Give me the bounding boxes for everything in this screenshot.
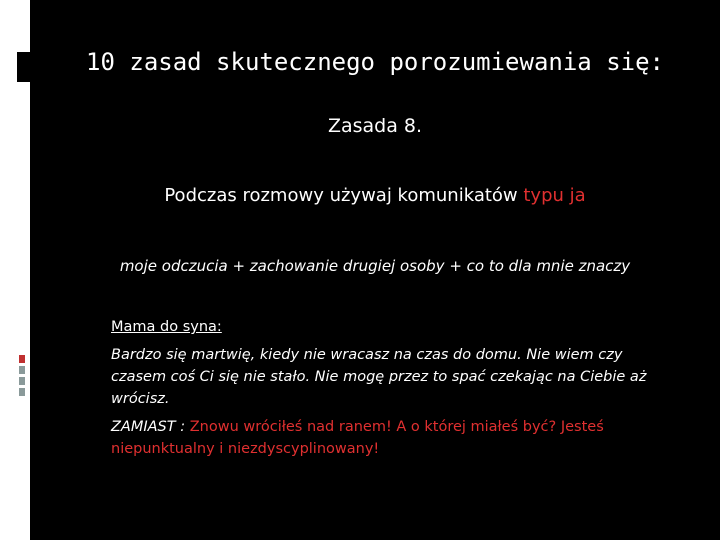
rule-text: Podczas rozmowy używaj komunikatów	[164, 185, 524, 206]
slide-title: 10 zasad skutecznego porozumiewania się:	[86, 48, 664, 76]
decorative-accent-gray	[19, 377, 25, 385]
rule-statement	[30, 184, 720, 208]
example-quote: Bardzo się martwię, kiedy nie wracasz na czas do domu. Nie wiem czy czasem coś Ci się nie stało. Nie mogę przez to spać czekając na Ciebie aż wrócisz.	[111, 347, 647, 407]
rule-highlight: typu ja	[523, 185, 586, 206]
example-label: Mama do syna:	[111, 319, 222, 335]
example-block	[111, 316, 681, 460]
instead-block	[111, 416, 681, 460]
instead-label: ZAMIAST :	[111, 419, 190, 435]
instead-text: Znowu wróciłeś nad ranem! A o której miałeś być? Jesteś niepunktualny i niezdyscyplinowany!	[111, 419, 604, 457]
message-formula: moje odczucia + zachowanie drugiej osoby + co to dla mnie znaczy	[119, 257, 631, 275]
decorative-accent-gray	[19, 388, 25, 396]
decorative-accent-gray	[19, 366, 25, 374]
title-marker-bar	[17, 52, 30, 82]
decorative-accent-red	[19, 355, 25, 363]
rule-heading: Zasada 8.	[327, 115, 423, 137]
